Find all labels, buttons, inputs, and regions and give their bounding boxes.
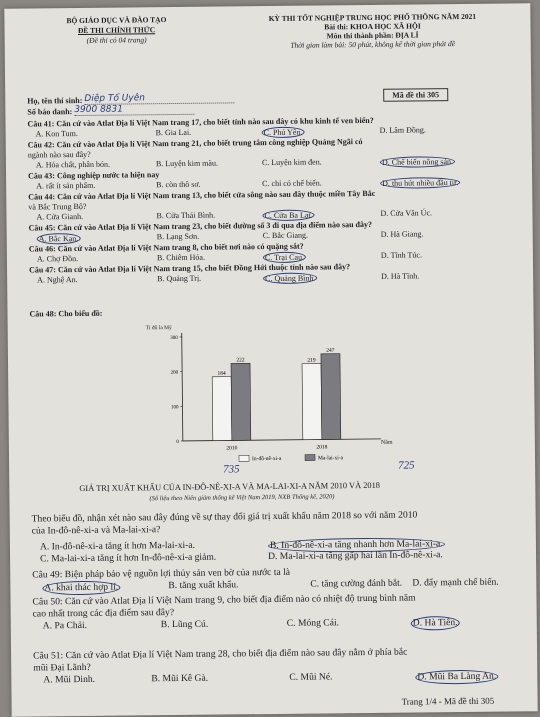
ministry: BỘ GIÁO DỤC VÀ ĐÀO TẠO	[66, 15, 167, 26]
name-label: Họ, tên thí sinh:	[27, 95, 83, 106]
bar	[212, 377, 232, 441]
exam-code: Mã đề thi 305	[383, 88, 448, 102]
answer-option: C. Mũi Né.	[289, 671, 333, 683]
y-tick-label: 0	[176, 439, 179, 445]
chart-source: (Số liệu theo Niên giám thống kê Việt Nam 2019, NXB Thống kê, 2020)	[149, 493, 335, 503]
q48-stem: Câu 48: Cho biểu đồ:	[29, 308, 103, 319]
q51-stem-cont: mũi Đại Lãnh?	[33, 661, 91, 674]
category-label: 2010	[226, 445, 238, 452]
answer-option: C. Móng Cái.	[286, 617, 340, 629]
header-left	[26, 15, 206, 47]
id-label: Số báo danh:	[27, 107, 73, 117]
legend-swatch	[239, 455, 249, 461]
q50-stem: Câu 50: Căn cứ vào Atlat Địa lí Việt Nam trang 9, cho biết địa điểm nào có nhiệt độ trung bình năm	[32, 592, 416, 608]
answer-option: D. Hà Tiên.	[411, 616, 460, 631]
bar	[302, 364, 322, 440]
answer-option: B. Gia Lai.	[155, 127, 192, 138]
answer-option: A. In-đô-nê-xi-a tăng ít hơn Ma-lai-xi-a.	[39, 539, 196, 553]
bar-value-label: 219	[307, 357, 316, 364]
answer-option: B. In-đô-nê-xi-a tăng nhanh hơn Ma-lai-xi-a.	[268, 537, 445, 553]
answer-option: A. Pa Chải.	[42, 619, 88, 632]
answer-option: A. Bắc Kạn.	[37, 233, 81, 244]
bar	[231, 363, 251, 440]
answer-option: B. còn thô sơ.	[156, 179, 201, 190]
answer-option: C. Quảng Bình.	[263, 273, 317, 285]
q51-stem: Câu 51: Căn cứ vào Atlat Địa lí Việt Nam trang 28, cho biết địa điểm nào sau đây nằm ở phía bắc	[33, 646, 408, 662]
bar-value-label: 247	[326, 347, 335, 354]
answer-option: B. Lạng Sơn.	[156, 231, 200, 242]
category-label: 2018	[316, 444, 328, 451]
q50-stem-cont: cao nhất trong các địa điểm sau đây?	[32, 607, 175, 620]
bar-value-label: 222	[236, 357, 245, 364]
answer-option: D. Hà Tĩnh.	[381, 271, 420, 281]
answer-option: B. Mũi Kê Gà.	[151, 672, 209, 685]
answer-option: D. Ma-lai-xi-a tăng gấp hai lần In-đô-nê-xi-a.	[268, 549, 443, 563]
question-stem: Câu 47: Căn cứ vào Atlat Địa lí Việt Nam trang 15, cho biết Đồng Hới thuộc tỉnh nào sau đây?	[28, 262, 351, 275]
question-stem: Câu 46: Căn cứ vào Atlat Địa lí Việt Nam trang 8, cho biết nơi nào có quặng sắt?	[28, 241, 304, 254]
id-row	[27, 104, 194, 117]
header-right	[222, 11, 522, 50]
answer-option: D. Lâm Đồng.	[379, 125, 426, 135]
exam-title: KỲ THI TỐT NGHIỆP TRUNG HỌC PHỔ THÔNG NĂM 2021	[268, 11, 477, 24]
question-stem: Câu 44: Căn cứ vào Atlat Địa lí Việt Nam trang 13, cho biết cửa sông nào sau đây thuộc miền Tây Bắc	[28, 188, 376, 202]
answer-option: A. Kon Tum.	[35, 129, 78, 139]
y-tick-label: 100	[170, 405, 179, 411]
answer-option: C. Trại Cau.	[263, 252, 306, 263]
answer-option: B. Lũng Cú.	[160, 618, 209, 631]
answer-option: B. Cửa Thái Bình.	[156, 210, 216, 221]
answer-option: B. Quảng Trị.	[157, 273, 202, 284]
time-limit: Thời gian làm bài: 50 phút, không kể thời gian phát đề	[290, 39, 456, 50]
answer-option: C. chỉ có chế biến.	[262, 178, 322, 189]
bar-value-label: 184	[217, 370, 226, 377]
answer-option: D. Chế biến nông sản.	[380, 156, 455, 168]
y-tick-label: 300	[170, 335, 178, 342]
answer-option: C. Bắc Giang.	[262, 230, 309, 241]
exam-paper	[4, 3, 537, 716]
y-axis	[182, 333, 183, 441]
question-stem-cont: và Bắc Trung Bộ?	[28, 201, 87, 212]
bar	[321, 354, 341, 440]
bar-chart	[142, 318, 444, 481]
answer-option: A. Nghệ An.	[37, 275, 78, 285]
test-name: Bài thi: KHOA HỌC XÃ HỘI	[324, 21, 421, 32]
chart-caption: GIÁ TRỊ XUẤT KHẨU CỦA IN-ĐÔ-NÊ-XI-A VÀ MA-LAI-XI-A NĂM 2010 VÀ 2018	[79, 480, 380, 494]
answer-option: C. Luyện kim đen.	[261, 157, 322, 168]
legend-label: Ma-lai-xi-a	[318, 455, 344, 462]
answer-option: C. Ma-lai-xi-a tăng ít hơn In-đô-nê-xi-a giảm.	[40, 551, 217, 565]
y-axis-label: Tỉ đô la Mỹ	[145, 325, 172, 332]
page-footer: Trang 1/4 - Mã đề thi 305	[401, 695, 495, 707]
answer-option: D. Mũi Ba Làng An.	[415, 670, 498, 685]
question-stem: Câu 42: Căn cứ vào Atlat Địa lí Việt Nam trang 21, cho biết trung tâm công nghiệp Quảng Ngãi có	[27, 137, 363, 150]
answer-option: A. Chợ Đồn.	[36, 254, 79, 264]
answer-option: A. Cửa Gianh.	[36, 211, 84, 222]
x-axis-label: Năm	[380, 439, 393, 446]
y-tick-label: 200	[170, 370, 179, 376]
answer-option: B. Luyện kim màu.	[155, 158, 218, 169]
question-stem-cont: ngành nào sau đây?	[27, 149, 91, 160]
q49-stem: Câu 49: Biện pháp bảo vệ nguồn lợi thủy sản ven bờ của nước ta là	[32, 566, 291, 581]
legend-label: In-đô-nê-xi-a	[252, 455, 282, 463]
answer-option: A. Mũi Dinh.	[43, 673, 96, 686]
answer-option: B. Chiêm Hóa.	[156, 252, 205, 263]
legend-swatch	[305, 455, 315, 461]
question-stem: Câu 45: Căn cứ vào Atlat Địa lí Việt Nam trang 23, cho biết đường số 3 đi qua địa điểm nào sau đây?	[28, 219, 373, 233]
answer-option: A. khai thác hợp lí.	[42, 581, 120, 596]
answer-option: A. Hóa chất, phân bón.	[35, 159, 110, 170]
answer-option: C. tăng cường đánh bắt.	[310, 577, 403, 590]
handwritten-note-2: 725	[398, 459, 415, 472]
page-count: (Đề thi có 04 trang)	[86, 35, 147, 45]
answer-option: C. Phú Yên.	[262, 127, 305, 138]
answer-option: A. rất ít sản phẩm.	[36, 180, 96, 191]
handwritten-note-1: 735	[223, 463, 240, 476]
answer-option: D. Hà Giang.	[380, 229, 424, 239]
official-label: ĐỀ THI CHÍNH THỨC	[77, 25, 156, 36]
answer-option: D. Tĩnh Túc.	[380, 250, 423, 260]
question-stem: Câu 43: Công nghiệp nước ta hiện nay	[28, 170, 160, 181]
answer-option: C. Cửa Ba Lạt.	[262, 210, 314, 222]
id-value: 3900 8831	[74, 104, 124, 116]
q48-text: Theo biểu đồ, nhận xét nào sau đây đúng về sự thay đổi giá trị xuất khẩu năm 2018 so với năm 2010 của In-đô-nê-xi-a và Ma-lai-xi-a?	[31, 509, 418, 537]
name-value: Diệp Tố Uyên	[84, 93, 145, 104]
question-stem: Câu 41: Căn cứ vào Atlat Địa lí Việt Nam trang 17, cho biết tỉnh nào sau đây có khu kinh tế ven biển?	[27, 115, 374, 129]
answer-option: B. tăng xuất khẩu.	[168, 579, 239, 592]
answer-option: D. đẩy mạnh chế biến.	[412, 576, 499, 589]
answer-option: D. Cửa Văn Úc.	[380, 208, 433, 218]
answer-option: D. thu hút nhiều đầu tư.	[380, 177, 460, 189]
subject: Môn thi thành phần: ĐỊA LÍ	[326, 30, 419, 41]
